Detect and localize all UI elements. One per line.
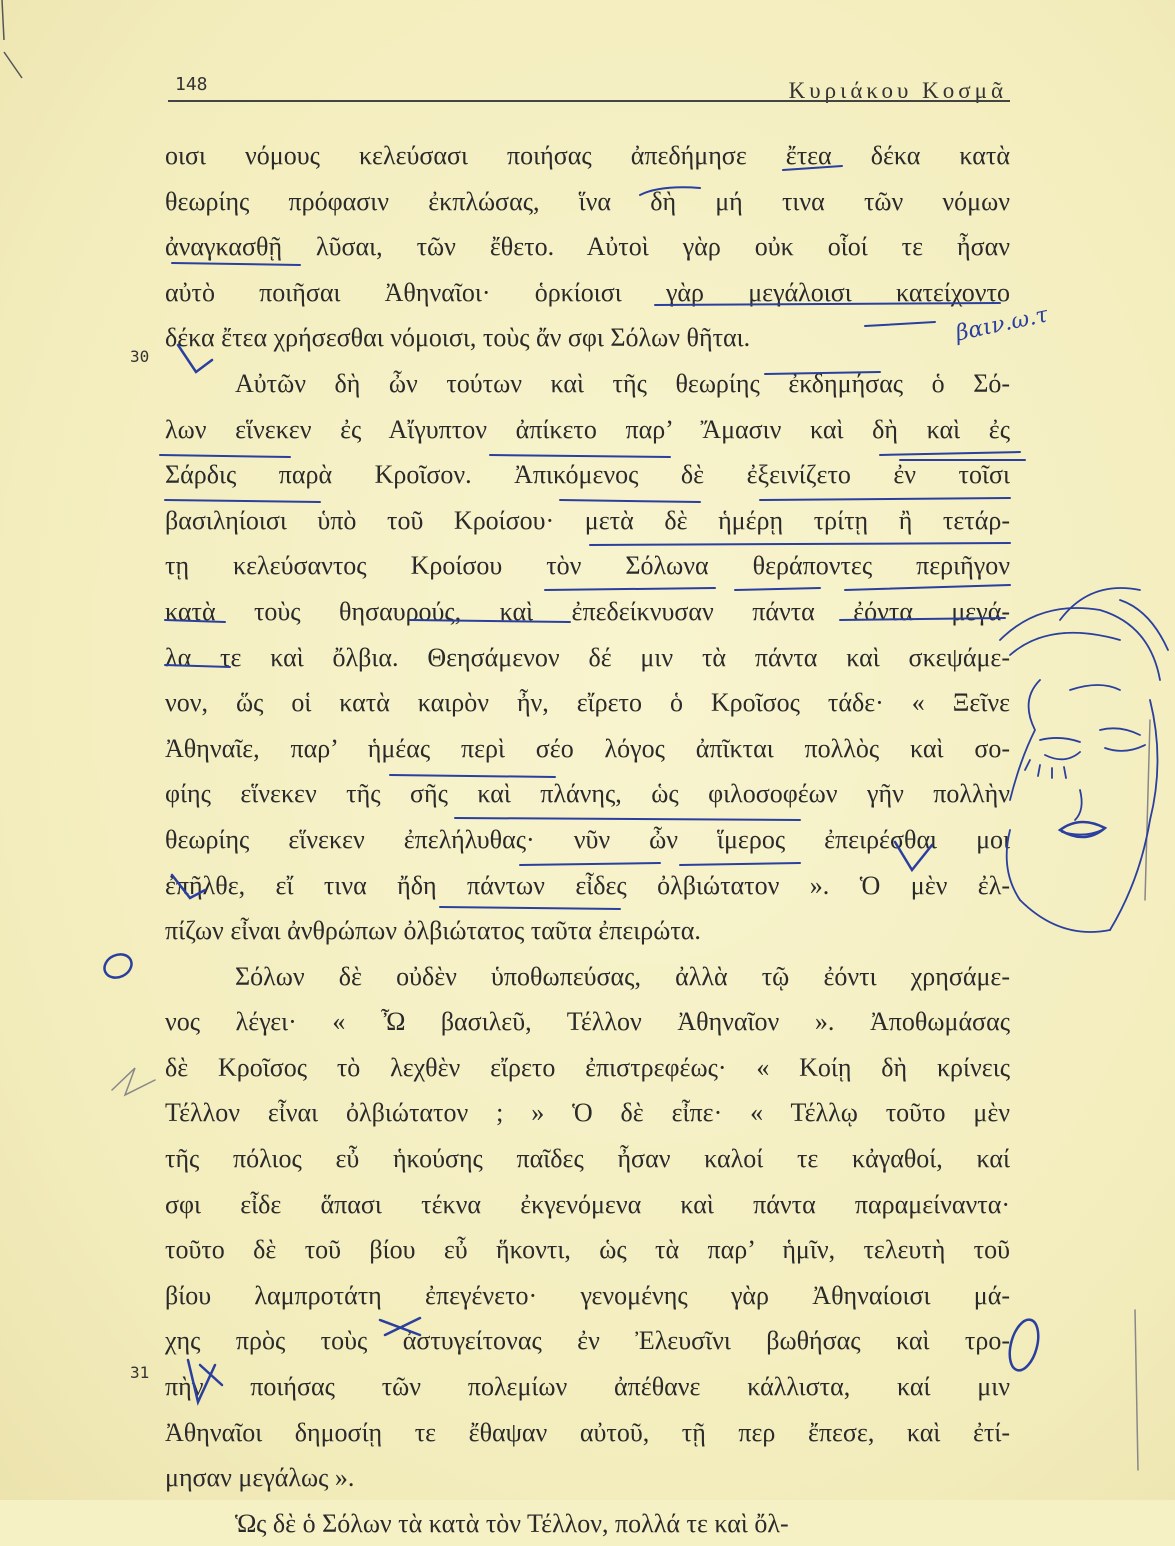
text-line: Ἀθηναῖοι δημοσίῃ τε ἔθαψαν αὐτοῦ, τῇ περ ἔπεσε, καὶ ἐτί- <box>165 1417 1010 1447</box>
text-line: νος λέγει· « Ὦ βασιλεῦ, Τέλλον Ἀθηναῖον ». Ἀποθωμάσας <box>165 1007 1010 1037</box>
text-line: ἐπῆλθε, εἴ τινα ἤδη πάντων εἶδες ὀλβιώτατον ». Ὁ μὲν ἐλ- <box>165 870 1010 900</box>
text-line: χης πρὸς τοὺς ἀστυγείτονας ἐν Ἐλευσῖνι βωθήσας καὶ τρο- <box>165 1326 1010 1356</box>
text-line: θεωρίης πρόφασιν ἐκπλώσας, ἵνα δὴ μή τινα τῶν νόμων <box>165 186 1010 216</box>
text-line: μησαν μεγάλως ». <box>165 1463 355 1493</box>
text-line: νον, ὥς οἱ κατὰ καιρὸν ἦν, εἴρετο ὁ Κροῖσος τάδε· « Ξεῖνε <box>165 688 1010 718</box>
header-rule <box>168 100 1010 102</box>
text-line: σφι εἶδε ἅπασι τέκνα ἐκγενόμενα καὶ πάντα παραμείναντα· <box>165 1189 1010 1219</box>
body-text <box>165 133 1010 1546</box>
text-line: αὐτὸ ποιῆσαι Ἀθηναῖοι· ὁρκίοισι γὰρ μεγάλοισι κατείχοντο <box>165 277 1010 307</box>
text-line: βασιληίοισι ὑπὸ τοῦ Κροίσου· μετὰ δὲ ἡμέρῃ τρίτῃ ἢ τετάρ- <box>165 505 1010 535</box>
text-line: Σόλων δὲ οὐδὲν ὑποθωπεύσας, ἀλλὰ τῷ ἐόντι χρησάμε- <box>235 961 1010 991</box>
running-head: Κυριάκου Κοσμᾶ <box>788 78 1007 103</box>
text-line: Τέλλον εἶναι ὀλβιώτατον ; » Ὁ δὲ εἶπε· « Τέλλῳ τοῦτο μὲν <box>165 1098 1010 1128</box>
text-line: Αὐτῶν δὴ ὦν τούτων καὶ τῆς θεωρίης ἐκδημήσας ὁ Σό- <box>235 368 1010 398</box>
text-line: Ὡς δὲ ὁ Σόλων τὰ κατὰ τὸν Τέλλον, πολλά τε καὶ ὄλ- <box>235 1508 789 1538</box>
text-line: Ἀθηναῖε, παρ’ ἡμέας περὶ σέο λόγος ἀπῖκται πολλὸς καὶ σο- <box>165 733 1010 763</box>
page-number: 148 <box>175 74 208 95</box>
section-number-30: 30 <box>130 347 150 366</box>
text-line: θεωρίης εἵνεκεν ἐπελήλυθας· νῦν ὦν ἵμερος ἐπειρέσθαι μοι <box>165 824 1010 854</box>
text-line: λων εἵνεκεν ἐς Αἴγυπτον ἀπίκετο παρ’ Ἄμασιν καὶ δὴ καὶ ἐς <box>165 414 1010 444</box>
text-line: δὲ Κροῖσος τὸ λεχθὲν εἴρετο ἐπιστρεφέως· « Κοίῃ δὴ κρίνεις <box>165 1052 1010 1082</box>
text-line: οισι νόμους κελεύσασι ποιήσας ἀπεδήμησε ἔτεα δέκα κατὰ <box>165 141 1010 170</box>
edge-pencil-mark <box>0 0 30 80</box>
text-line: τῃ κελεύσαντος Κροίσου τὸν Σόλωνα θεράποντες περιῆγον <box>165 551 1010 581</box>
section-number-31: 31 <box>130 1363 150 1382</box>
text-line: πὴν ποιήσας τῶν πολεμίων ἀπέθανε κάλλιστα, καί μιν <box>165 1372 1010 1402</box>
text-line: Σάρδις παρὰ Κροῖσον. Ἀπικόμενος δὲ ἐξεινίζετο ἐν τοῖσι <box>165 460 1010 490</box>
text-line: τοῦτο δὲ τοῦ βίου εὖ ἥκοντι, ὡς τὰ παρ’ ἡμῖν, τελευτὴ τοῦ <box>165 1235 1010 1265</box>
text-line: πίζων εἶναι ἀνθρώπων ὀλβιώτατος ταῦτα ἐπειρώτα. <box>165 916 701 946</box>
text-line: βίου λαμπροτάτη ἐπεγένετο· γενομένης γὰρ Ἀθηναίοισι μά- <box>165 1280 1010 1310</box>
text-line: τῆς πόλιος εὖ ἡκούσης παῖδες ἦσαν καλοί τε κἀγαθοί, καί <box>165 1144 1010 1174</box>
text-line: κατὰ τοὺς θησαυρούς, καὶ ἐπεδείκνυσαν πάντα ἐόντα μεγά- <box>165 596 1010 626</box>
text-line: ἀναγκασθῇ λῦσαι, τῶν ἔθετο. Αὐτοὶ γὰρ οὐκ οἷοί τε ἦσαν <box>165 232 1010 262</box>
text-line: φίης εἵνεκεν τῆς σῆς καὶ πλάνης, ὡς φιλοσοφέων γῆν πολλὴν <box>165 779 1010 809</box>
handwritten-note: βαιν.ω.τ <box>953 302 1051 347</box>
text-line: δέκα ἔτεα χρήσεσθαι νόμοισι, τοὺς ἄν σφι Σόλων θῆται. <box>165 323 751 353</box>
text-line: λα τε καὶ ὄλβια. Θεησάμενον δέ μιν τὰ πάντα καὶ σκεψάμε- <box>165 642 1010 672</box>
